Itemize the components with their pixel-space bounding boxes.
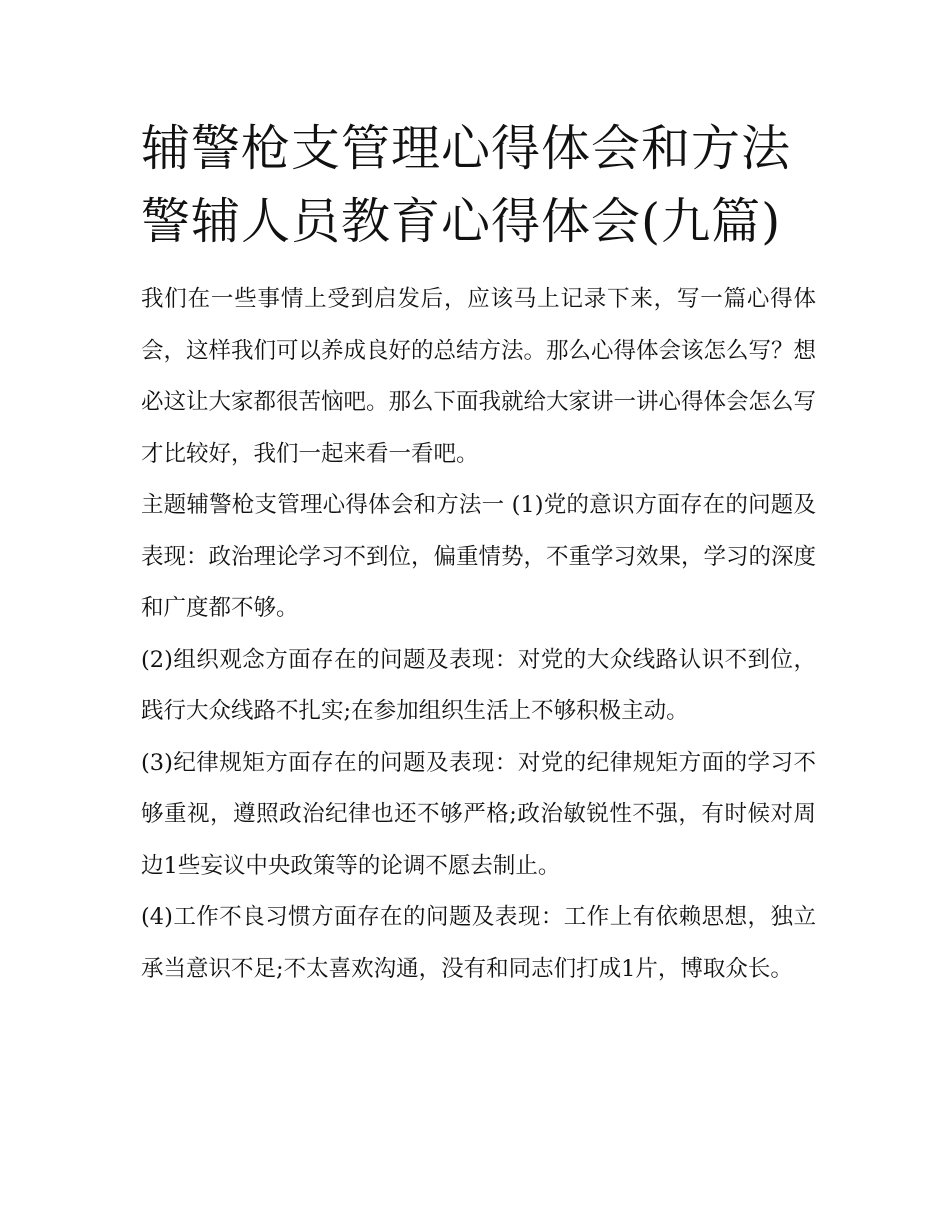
document-title bbox=[141, 112, 816, 258]
paragraph-intro: 我们在一些事情上受到启发后，应该马上记录下来，写一篇心得体会，这样我们可以养成良好的总结方法。那么心得体会该怎么写？想必这让大家都很苦恼吧。那么下面我就给大家讲一讲心得体会怎么写才比较好，我们一起来看一看吧。 bbox=[141, 286, 817, 467]
paragraph-item-2: (2)组织观念方面存在的问题及表现：对党的大众线路认识不到位，践行大众线路不扎实;在参加组织生活上不够积极主动。 bbox=[141, 646, 816, 724]
paragraph-item-1: 主题辅警枪支管理心得体会和方法一 (1)党的意识方面存在的问题及表现：政治理论学习不到位，偏重情势，不重学习效果，学习的深度和广度都不够。 bbox=[141, 492, 817, 621]
paragraph-item-3: (3)纪律规矩方面存在的问题及表现：对党的纪律规矩方面的学习不够重视，遵照政治纪律也还不够严格;政治敏锐性不强，有时候对周边1些妄议中央政策等的论调不愿去制止。 bbox=[141, 749, 816, 879]
paragraph-item-4: (4)工作不良习惯方面存在的问题及表现：工作上有依赖思想，独立承当意识不足;不太喜欢沟通，没有和同志们打成1片，博取众长。 bbox=[141, 904, 816, 982]
title-line-2: 警辅人员教育心得体会(九篇) bbox=[141, 193, 782, 250]
document-page bbox=[141, 112, 816, 995]
document-body bbox=[141, 274, 816, 995]
title-line-1: 辅警枪支管理心得体会和方法 bbox=[141, 120, 792, 177]
